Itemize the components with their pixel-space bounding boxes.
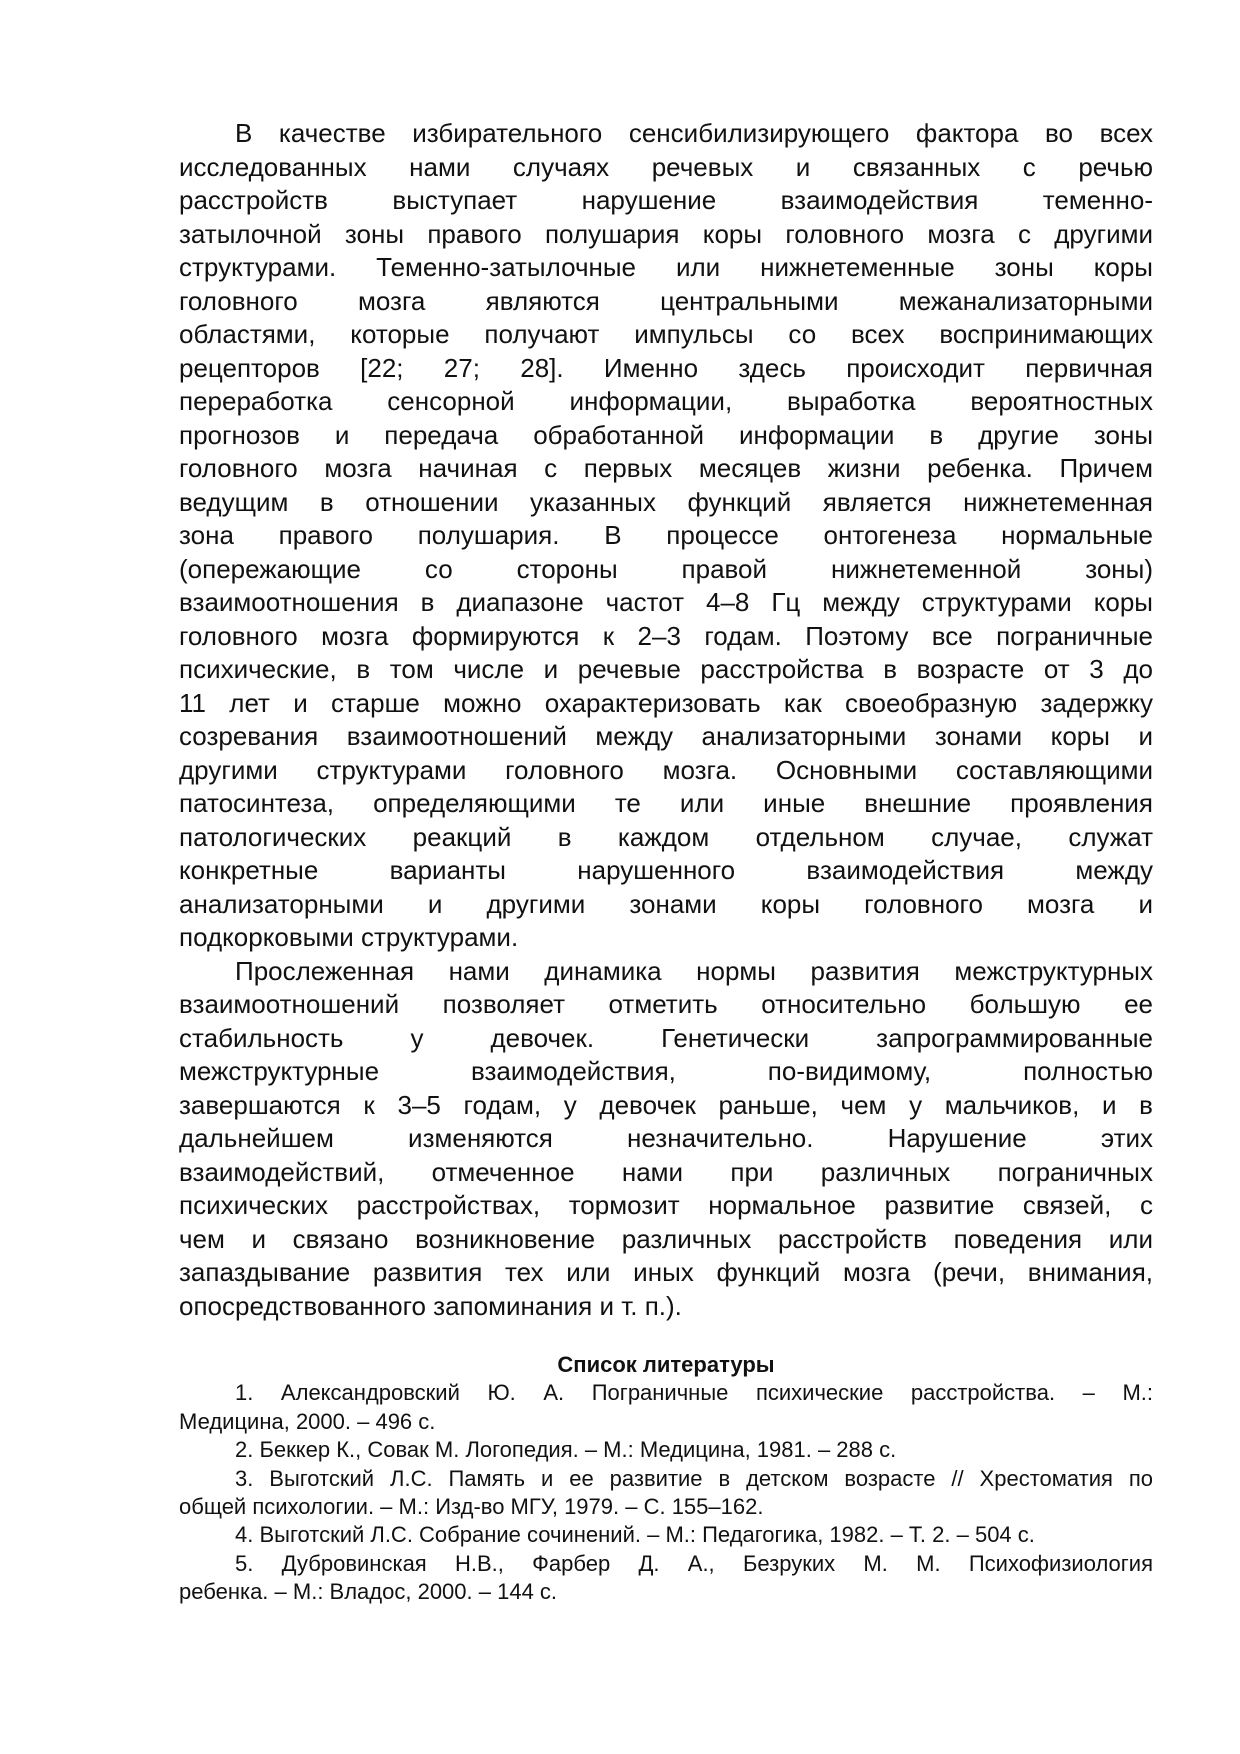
text-line: 5. Дубровинская Н.В., Фарбер Д. А., Безруких М. М. Психофизиология	[235, 1550, 1153, 1576]
text-line: взаимодействий, отмеченное нами при различных пограничных	[179, 1156, 1153, 1187]
text-line: психические, в том числе и речевые расстройства в возрасте от 3 до	[179, 654, 1153, 684]
text-line: головного мозга начиная с первых месяцев жизни ребенка. Причем	[179, 453, 1153, 483]
reference-item	[179, 1465, 1153, 1522]
text-line: стабильность у девочек. Генетически запрограммированные	[179, 1022, 1153, 1053]
text-line: опосредствованного запоминания и т. п.).	[179, 1290, 682, 1321]
text-line: 1. Александровский Ю. А. Пограничные психические расстройства. – М.:	[235, 1380, 1153, 1406]
paragraph	[179, 117, 1153, 955]
text-line: патологических реакций в каждом отдельном случае, служат	[179, 821, 1153, 852]
text-line: рецепторов [22; 27; 28]. Именно здесь происходит первичная	[179, 352, 1153, 383]
text-line: головного мозга являются центральными межанализаторными	[179, 285, 1153, 316]
reference-item	[179, 1521, 1153, 1549]
text-line: чем и связано возникновение различных расстройств поведения или	[179, 1223, 1153, 1254]
body-text	[179, 117, 1153, 1323]
text-line: зона правого полушария. В процессе онтогенеза нормальные	[179, 520, 1153, 550]
text-line: прогнозов и передача обработанной информации в другие зоны	[179, 419, 1153, 450]
text-line: дальнейшем изменяются незначительно. Нарушение этих	[179, 1123, 1153, 1153]
text-line: психических расстройствах, тормозит нормальное развитие связей, с	[179, 1190, 1153, 1220]
text-line: межструктурные взаимодействия, по-видимому, полностью	[179, 1056, 1153, 1086]
reference-item	[179, 1550, 1153, 1607]
text-line: 3. Выготский Л.С. Память и ее развитие в детском возрасте // Хрестоматия по	[235, 1465, 1153, 1491]
text-line: общей психологии. – М.: Изд-во МГУ, 1979. – С. 155–162.	[179, 1494, 764, 1520]
text-line: взаимоотношений позволяет отметить относительно большую ее	[179, 989, 1153, 1019]
reference-item	[179, 1379, 1153, 1436]
text-line: В качестве избирательного сенсибилизирующего фактора во всех	[235, 118, 1153, 148]
text-line: 11 лет и старше можно охарактеризовать как своеобразную задержку	[179, 687, 1153, 718]
text-line: переработка сенсорной информации, выработка вероятностных	[179, 386, 1153, 416]
text-line: другими структурами головного мозга. Основными составляющими	[179, 754, 1153, 785]
text-line: конкретные варианты нарушенного взаимодействия между	[179, 855, 1153, 885]
text-line: запаздывание развития тех или иных функций мозга (речи, внимания,	[179, 1257, 1153, 1287]
reference-item	[179, 1436, 1153, 1464]
text-line: Медицина, 2000. – 496 с.	[179, 1408, 436, 1434]
references-section	[179, 1351, 1153, 1607]
text-line: головного мозга формируются к 2–3 годам. Поэтому все пограничные	[179, 620, 1153, 651]
paragraph	[179, 955, 1153, 1324]
references-list	[179, 1379, 1153, 1606]
text-line: (опережающие со стороны правой нижнетеменной зоны)	[179, 553, 1153, 584]
references-heading: Список литературы	[557, 1352, 775, 1377]
text-line: патосинтеза, определяющими те или иные внешние проявления	[179, 788, 1153, 818]
text-line: взаимоотношения в диапазоне частот 4–8 Гц между структурами коры	[179, 587, 1153, 617]
text-line: Прослеженная нами динамика нормы развития межструктурных	[235, 955, 1153, 986]
text-line: анализаторными и другими зонами коры головного мозга и	[179, 888, 1153, 919]
text-line: структурами. Теменно-затылочные или нижнетеменные зоны коры	[179, 252, 1153, 282]
text-line: областями, которые получают импульсы со всех воспринимающих	[179, 319, 1153, 349]
text-line: ведущим в отношении указанных функций является нижнетеменная	[179, 486, 1153, 517]
text-line: подкорковыми структурами.	[179, 922, 519, 952]
text-line: 4. Выготский Л.С. Собрание сочинений. – М.: Педагогика, 1982. – Т. 2. – 504 с.	[235, 1522, 1035, 1548]
text-line: созревания взаимоотношений между анализаторными зонами коры и	[179, 721, 1153, 751]
text-line: 2. Беккер К., Совак М. Логопедия. – М.: Медицина, 1981. – 288 с.	[235, 1437, 897, 1463]
text-line: исследованных нами случаях речевых и связанных с речью	[179, 151, 1153, 182]
text-line: ребенка. – М.: Владос, 2000. – 144 с.	[179, 1579, 558, 1605]
text-line: завершаются к 3–5 годам, у девочек раньше, чем у мальчиков, и в	[179, 1089, 1153, 1120]
text-line: затылочной зоны правого полушария коры головного мозга с другими	[179, 218, 1153, 249]
text-line: расстройств выступает нарушение взаимодействия теменно-	[179, 185, 1153, 215]
